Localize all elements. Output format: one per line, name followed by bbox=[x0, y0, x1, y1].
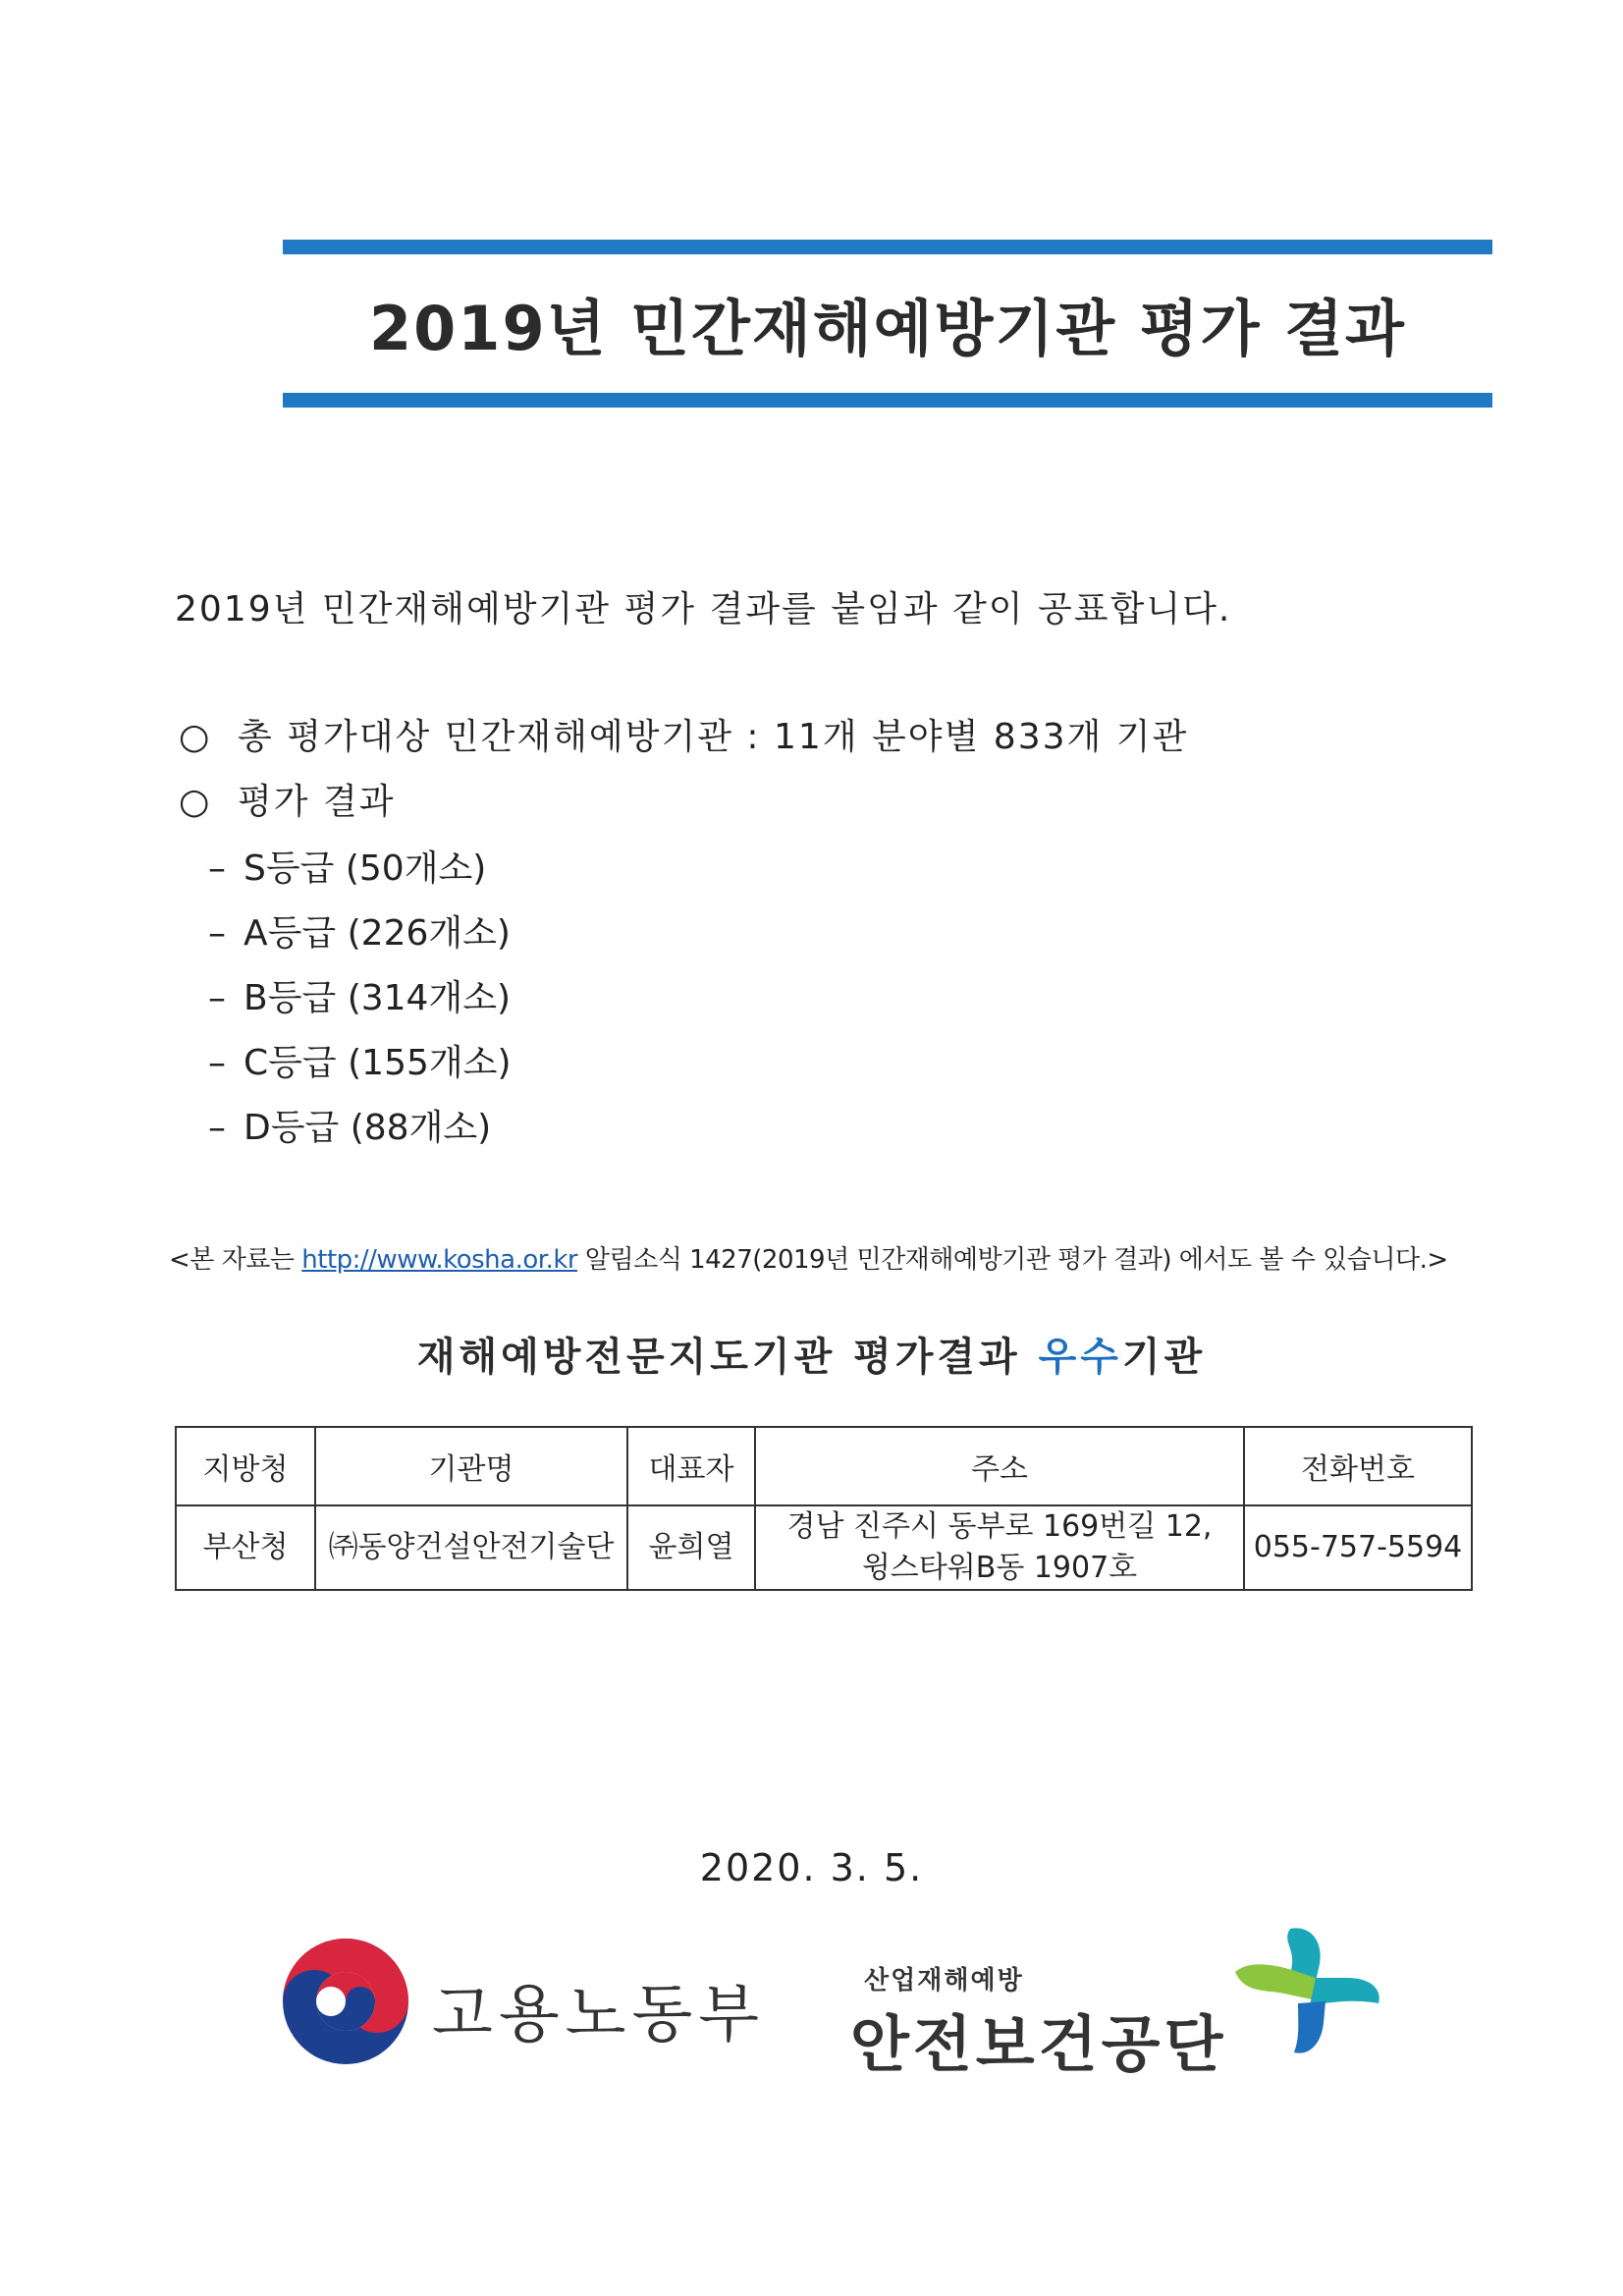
grade-a bbox=[208, 905, 511, 956]
cell-phone: 055-757-5594 bbox=[1244, 1505, 1472, 1590]
intro-text: 2019년 민간재해예방기관 평가 결과를 붙임과 같이 공표합니다. bbox=[175, 589, 1232, 629]
note-prefix: <본 자료는 bbox=[169, 1245, 302, 1275]
grade-dash: – bbox=[208, 1108, 226, 1148]
excellent-title-accent: 우수 bbox=[1038, 1335, 1122, 1380]
grade-dash: – bbox=[208, 1043, 226, 1083]
cell-region: 부산청 bbox=[176, 1505, 315, 1590]
publish-date: 2020. 3. 5. bbox=[699, 1846, 924, 1889]
grade-s bbox=[208, 841, 486, 891]
grade-label: C등급 (155개소) bbox=[243, 1043, 512, 1083]
cell-org: ㈜동양건설안전기술단 bbox=[315, 1505, 627, 1590]
grade-label: S등급 (50개소) bbox=[243, 848, 487, 889]
address-line-2: 윙스타워B동 1907호 bbox=[861, 1551, 1138, 1585]
excellent-org-table bbox=[175, 1426, 1473, 1591]
excellent-title-suffix: 기관 bbox=[1121, 1335, 1207, 1380]
cross-bottom-arm bbox=[1294, 2001, 1325, 2053]
kosha-link[interactable]: http://www.kosha.or.kr bbox=[301, 1245, 578, 1275]
grade-dash: – bbox=[208, 848, 226, 889]
grade-label: A등급 (226개소) bbox=[243, 913, 511, 954]
agency-name: 안전보건공단 bbox=[850, 2008, 1227, 2080]
cell-address bbox=[755, 1505, 1244, 1590]
grade-label: B등급 (314개소) bbox=[243, 978, 512, 1018]
bullet-mark: ○ bbox=[179, 782, 212, 822]
source-note bbox=[169, 1239, 1448, 1276]
total-line: 총 평가대상 민간재해예방기관 : 11개 분야별 833개 기관 bbox=[238, 717, 1189, 757]
col-address: 주소 bbox=[755, 1427, 1244, 1505]
grade-c bbox=[208, 1035, 512, 1085]
table-header-row bbox=[176, 1427, 1472, 1505]
grade-label: D등급 (88개소) bbox=[243, 1108, 492, 1148]
col-org: 기관명 bbox=[315, 1427, 627, 1505]
grade-d bbox=[208, 1100, 491, 1150]
page-title: 2019년 민간재해예방기관 평가 결과 bbox=[369, 293, 1406, 364]
excellent-title bbox=[0, 1326, 1623, 1382]
ministry-taeguk-logo-icon bbox=[277, 1933, 414, 2070]
header-top-rule bbox=[283, 240, 1492, 254]
grade-b bbox=[208, 970, 511, 1020]
agency-tagline: 산업재해예방 bbox=[864, 1966, 1024, 1995]
note-suffix: 알림소식 1427(2019년 민간재해예방기관 평가 결과) 에서도 볼 수 있습니다.> bbox=[577, 1245, 1448, 1275]
grade-dash: – bbox=[208, 978, 226, 1018]
result-heading: 평가 결과 bbox=[238, 782, 396, 822]
ministry-name: 고용노동부 bbox=[432, 1979, 766, 2051]
summary-result bbox=[179, 774, 396, 824]
summary-total bbox=[179, 709, 1188, 759]
cross-right-arm bbox=[1310, 1978, 1380, 2005]
excellent-title-prefix: 재해예방전문지도기관 평가결과 bbox=[416, 1335, 1039, 1380]
col-rep: 대표자 bbox=[627, 1427, 755, 1505]
header-bottom-rule bbox=[283, 393, 1492, 408]
table-row bbox=[176, 1505, 1472, 1590]
col-region: 지방청 bbox=[176, 1427, 315, 1505]
agency-cross-logo-icon bbox=[1229, 1921, 1386, 2058]
col-phone: 전화번호 bbox=[1244, 1427, 1472, 1505]
cell-rep: 윤희열 bbox=[627, 1505, 755, 1590]
grade-dash: – bbox=[208, 913, 226, 954]
bullet-mark: ○ bbox=[179, 717, 212, 757]
address-line-1: 경남 진주시 동부로 169번길 12, bbox=[786, 1509, 1213, 1544]
